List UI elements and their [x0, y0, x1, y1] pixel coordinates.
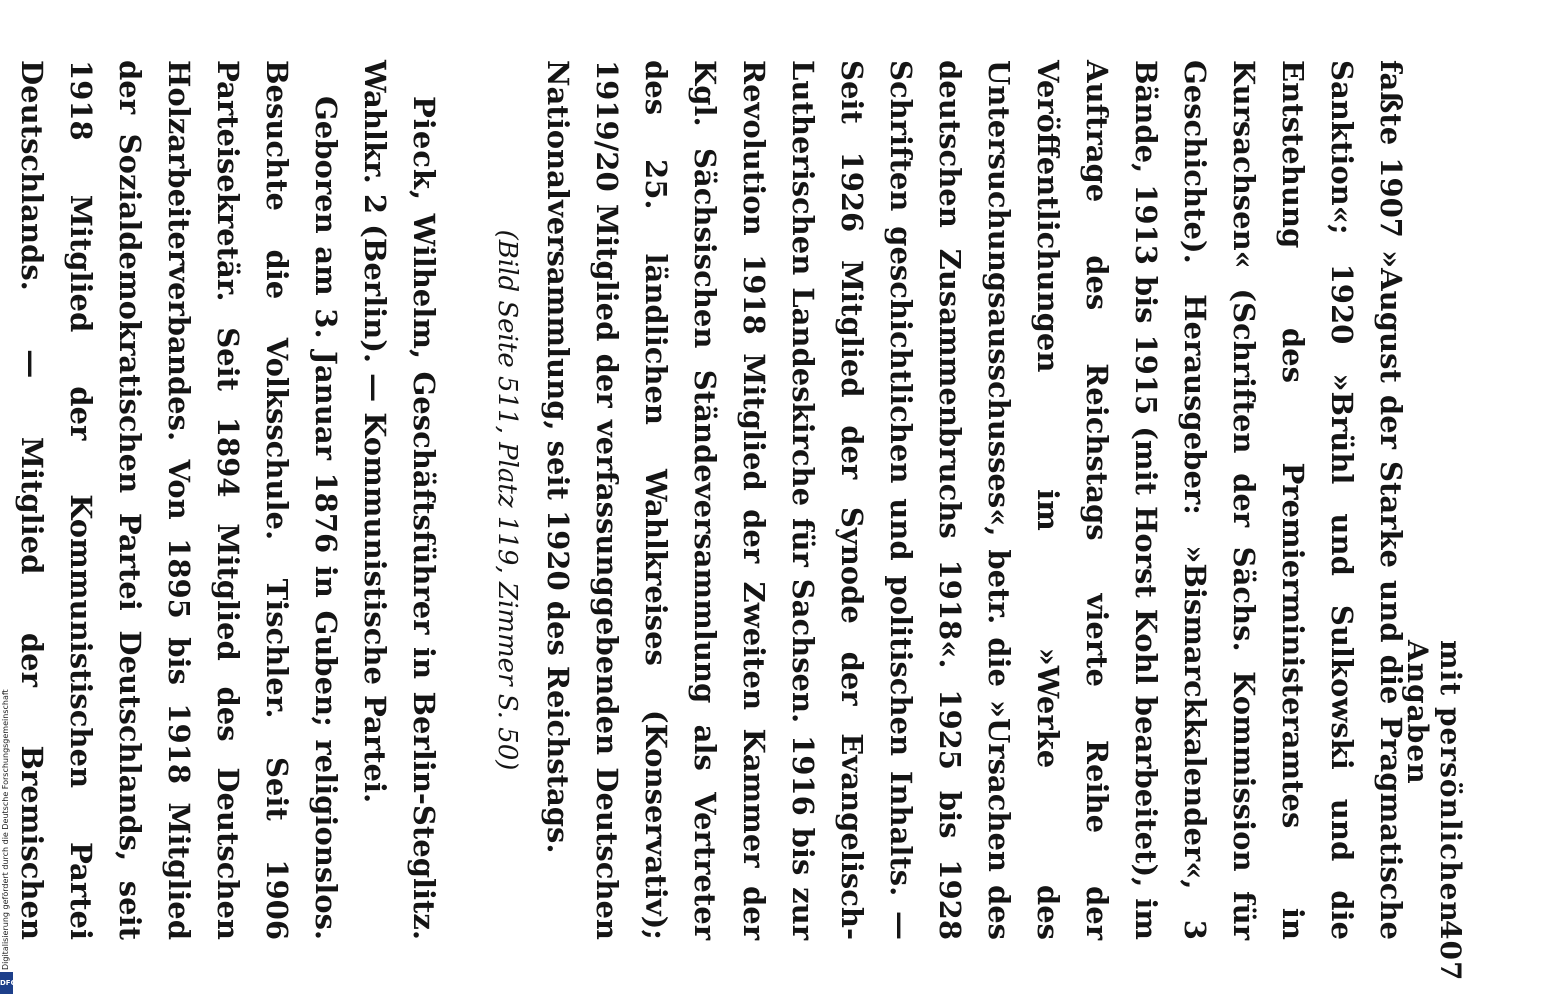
entry-continuation-paragraph: faßte 1907 »August der Starke und die Pragmatische Sanktion«; 1920 »Brühl und Sulkowski und die Entstehung des Premierministeramtes in Kursachsen« (Schriften der Sächs. Kommission für Geschichte). Herausgeber: »Bismarckkalender«, 3 Bände, 1913 bis 1915 (mit Horst Kohl bearbeitet), im Auftrage des Reichstags vierte Reihe der Veröffentlichungen im »Werke des Untersuchungsausschusses«, betr. die »Ursachen des deutschen Zusammenbruchs 1918«. 1925 bis 1928 Schriften geschichtlichen und politischen Inhalts. — Seit 1926 Mitglied der Synode der Evangelisch-Lutherischen Landeskirche für Sachsen. 1916 bis zur Revolution 1918 Mitglied der Zweiten Kammer der Kgl. Sächsischen Ständeversammlung als Vertreter des 25. ländlichen Wahlkreises (Konservativ); 1919/20 Mitglied der verfassunggebenden Deutschen Nationalversammlung, seit 1920 des Reichstags.: [541, 60, 1408, 940]
page-number: 407: [1434, 920, 1467, 982]
entry-pieck-heading: [350, 60, 448, 940]
entry-pieck-head-text: Wilhelm, Geschäftsführer in Berlin-Steglitz. Wahlkr. 2 (Berlin). — Kommunistische Partei.: [358, 60, 441, 940]
page-body: [0, 60, 1415, 940]
running-title: mit persönlichen Angaben: [1401, 640, 1467, 923]
digitization-credit: [0, 600, 17, 1000]
credit-text: Digitalisierung gefördert durch die Deutsche Forschungsgemeinschaft: [1, 689, 10, 970]
rotated-page: [15, 60, 1475, 982]
dfg-logo: DFG: [0, 972, 13, 994]
page-header: [1401, 60, 1467, 982]
entry-pieck-body: Geboren am 3. Januar 1876 in Guben; religionslos. Besuchte die Volksschule. Tischler. Seit 1906 Parteisekretär. Seit 1894 Mitglied des Deutschen Holzarbeiterverbandes. Von 1895 bis 1918 Mitglied der Sozialdemokratischen Partei Deutschlands, seit 1918 Mitglied der Kommunistischen Partei Deutschlands. — Mitglied der Bremischen: [15, 60, 343, 940]
photo-reference: (Bild Seite 511, Platz 119, Zimmer S. 50): [492, 229, 522, 771]
entry-pieck-name: Pieck,: [407, 96, 441, 202]
